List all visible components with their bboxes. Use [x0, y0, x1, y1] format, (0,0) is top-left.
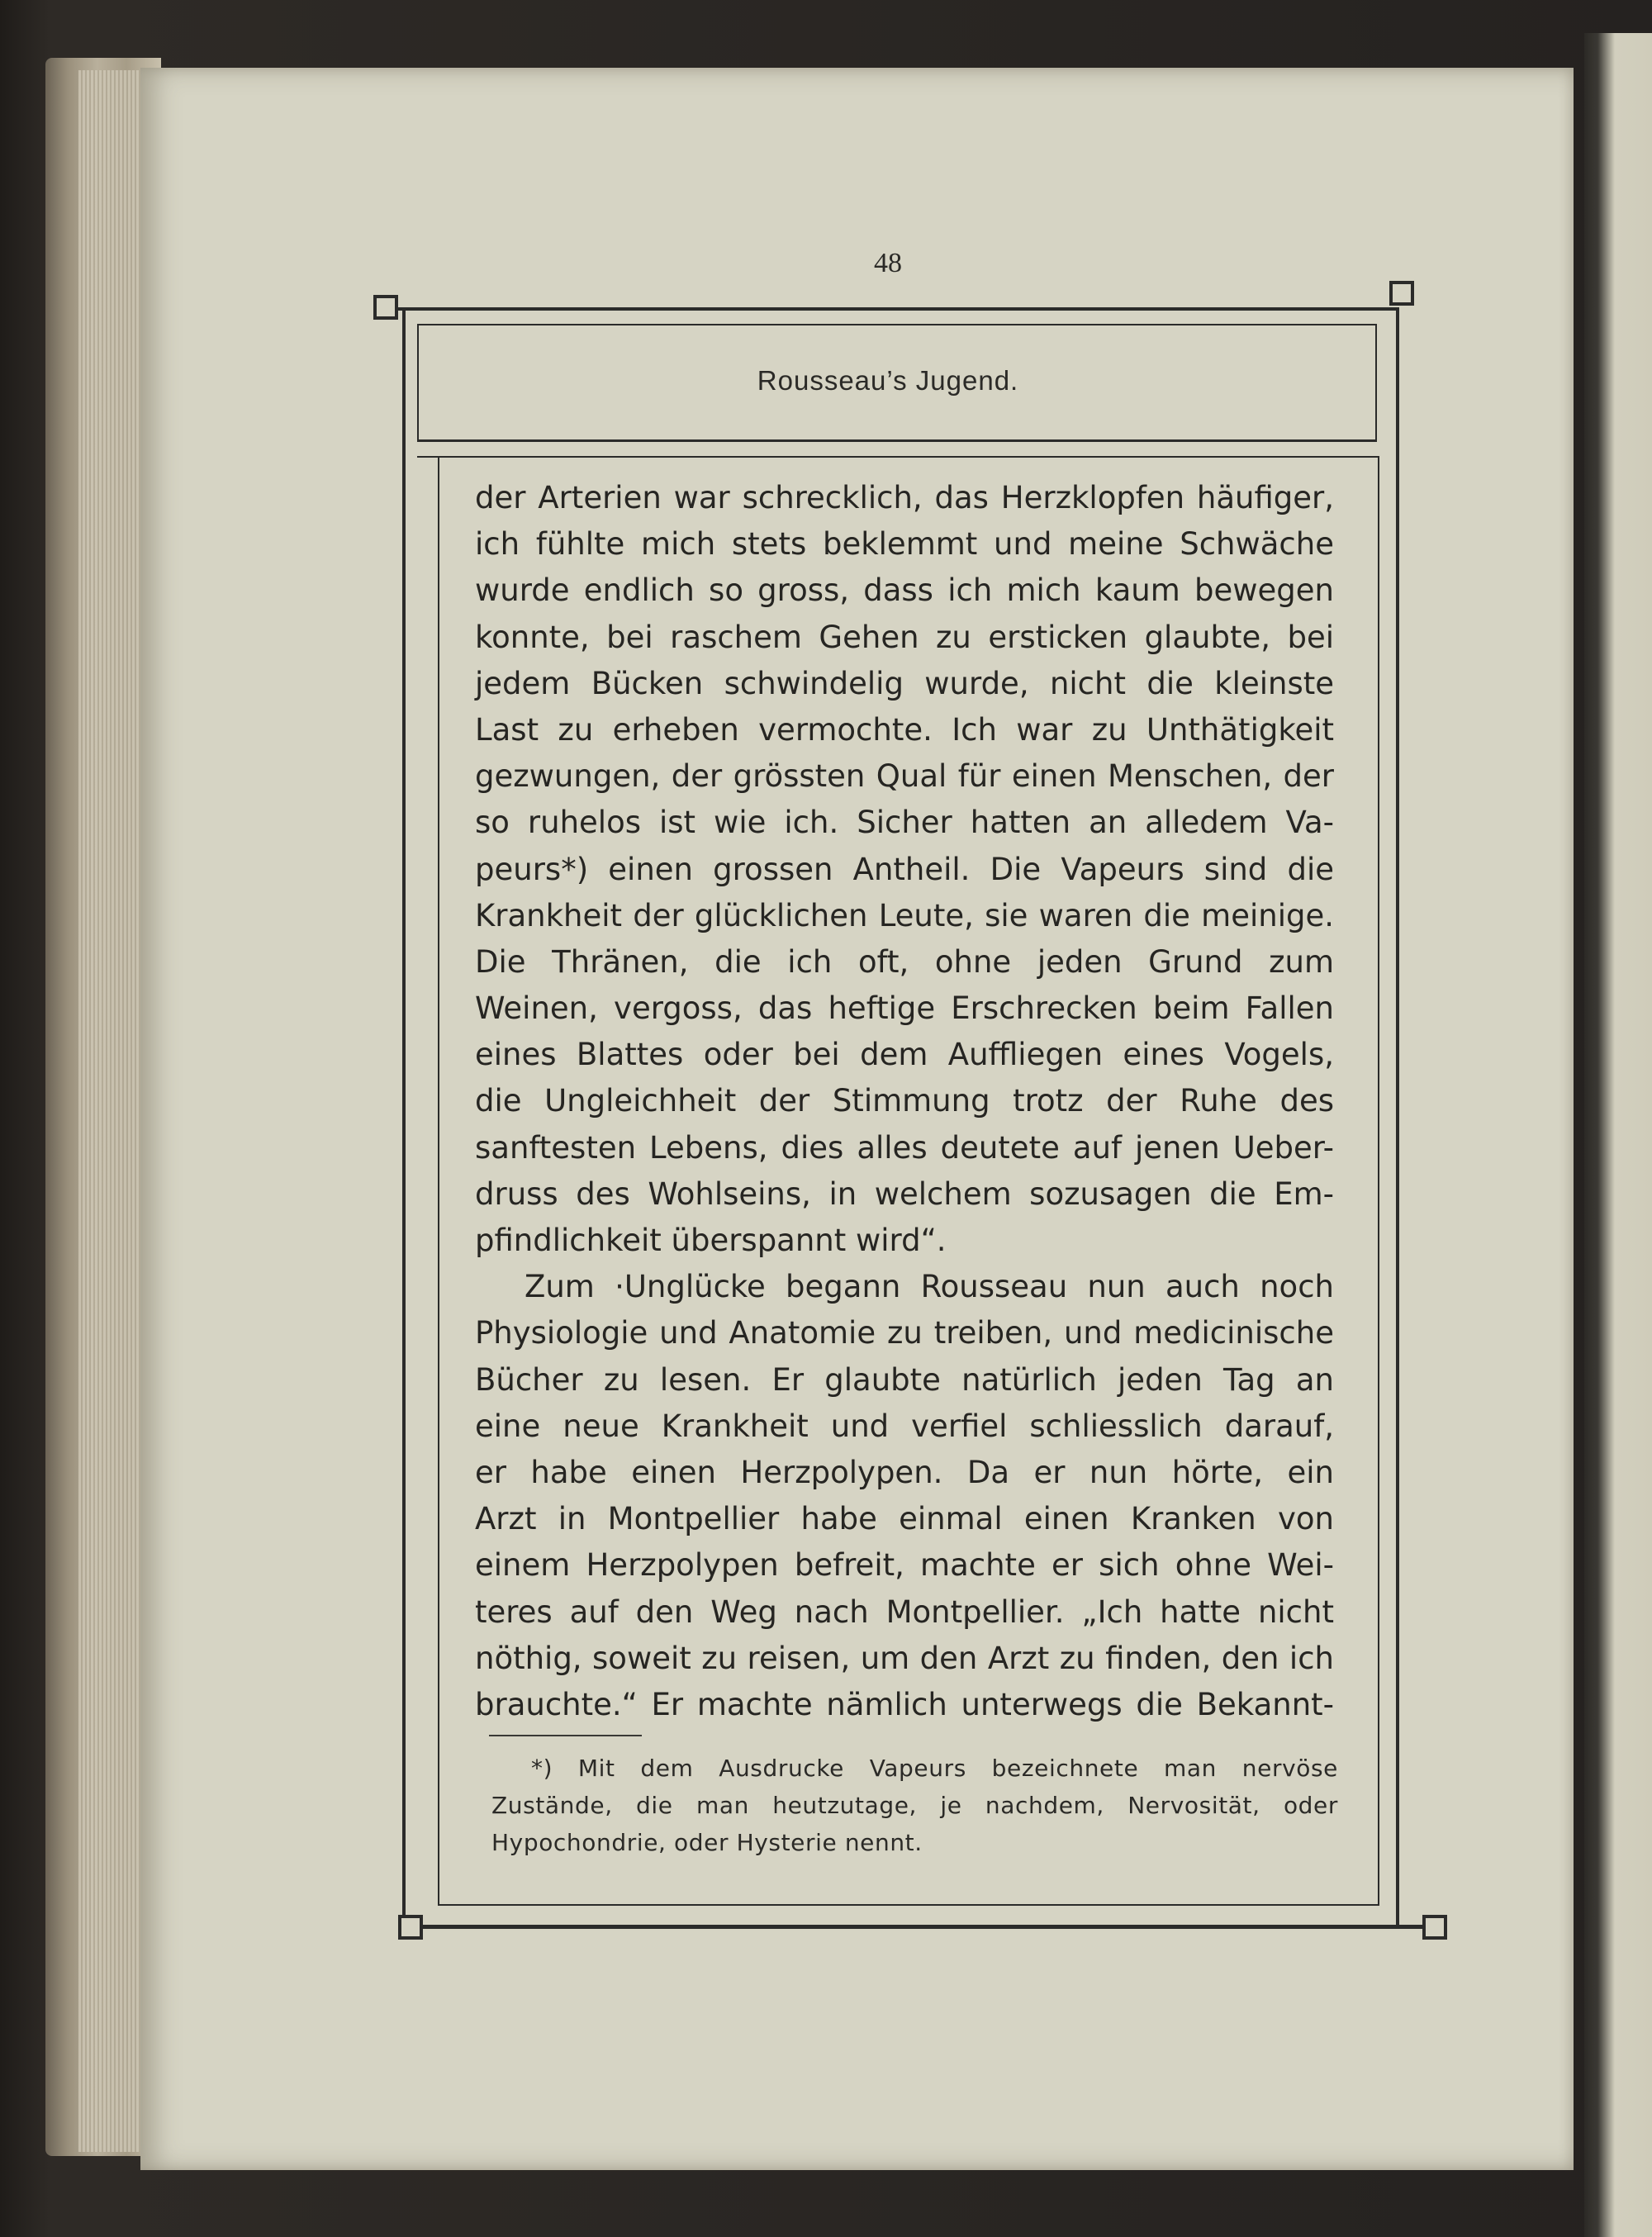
body-line: Last zu erheben vermochte. Ich war zu Unthätigkeit	[475, 711, 1334, 748]
body-line: nöthig, soweit zu reisen, um den Arzt zu finden, den ich	[475, 1640, 1334, 1676]
body-line: Physiologie und Anatomie zu treiben, und medicinische	[475, 1315, 1334, 1351]
body-line: eine neue Krankheit und verfiel schliesslich darauf,	[475, 1408, 1334, 1444]
body-text	[475, 475, 1334, 1728]
header-box-right	[1375, 324, 1377, 441]
frame-bottom-line	[402, 1925, 1431, 1929]
body-line: der Arterien war schrecklich, das Herzklopfen häufiger,	[475, 480, 1334, 515]
frame-corner-bottom-right	[1422, 1915, 1447, 1940]
frame-right-line	[1396, 307, 1399, 1928]
footnote-line: *) Mit dem Ausdrucke Vapeurs bezeichnete man nervöse	[531, 1755, 1338, 1782]
body-line: teres auf den Weg nach Montpellier. „Ich hatte nicht	[475, 1593, 1334, 1630]
body-line: die Ungleichheit der Stimmung trotz der Ruhe des	[475, 1083, 1334, 1119]
header-box-bottom	[417, 439, 1377, 442]
frame-top-line	[387, 307, 1398, 311]
body-line: Arzt in Montpellier habe einmal einen Kranken von	[475, 1501, 1334, 1537]
body-line: peurs*) einen grossen Antheil. Die Vapeurs sind die	[475, 851, 1334, 887]
text-box-top	[417, 456, 1379, 458]
body-line: gezwungen, der grössten Qual für einen Menschen, der	[475, 758, 1334, 795]
body-line: jedem Bücken schwindelig wurde, nicht die kleinste	[475, 665, 1334, 701]
body-line: Die Thränen, die ich oft, ohne jeden Grund zum	[475, 943, 1334, 980]
body-line: einem Herzpolypen befreit, machte er sich ohne Wei-	[475, 1547, 1334, 1584]
body-line: so ruhelos ist wie ich. Sicher hatten an alledem Va-	[475, 805, 1334, 841]
body-line: Zum ·Unglücke begann Rousseau nun auch noch	[525, 1269, 1334, 1305]
body-line: druss des Wohlseins, in welchem sozusagen die Em-	[475, 1175, 1334, 1212]
next-page-edge	[1584, 33, 1652, 2237]
body-line: sanftesten Lebens, dies alles deutete auf jenen Ueber-	[475, 1129, 1334, 1166]
body-line: konnte, bei raschem Gehen zu ersticken glaubte, bei	[475, 619, 1334, 655]
frame-corner-top-left	[373, 295, 398, 320]
page-number: 48	[874, 248, 902, 278]
body-line: Krankheit der glücklichen Leute, sie waren die meinige.	[475, 897, 1334, 933]
body-line: er habe einen Herzpolypen. Da er nun hörte, ein	[475, 1454, 1334, 1490]
text-box-left	[438, 456, 439, 1906]
body-line: Weinen, vergoss, das heftige Erschrecken beim Fallen	[475, 990, 1334, 1027]
text-box-right	[1378, 456, 1379, 1906]
body-line: eines Blattes oder bei dem Auffliegen eines Vogels,	[475, 1037, 1334, 1073]
frame-corner-bottom-left	[398, 1915, 423, 1940]
body-line: pfindlichkeit überspannt wird“.	[475, 1223, 947, 1258]
body-line: brauchte.“ Er machte nämlich unterwegs die Bekannt-	[475, 1686, 1334, 1722]
text-box-bottom	[438, 1904, 1379, 1906]
frame-corner-top-right	[1389, 281, 1414, 306]
footnote	[491, 1750, 1338, 1861]
footnote-rule	[489, 1735, 642, 1736]
header-box-top	[417, 324, 1377, 325]
body-line: wurde endlich so gross, dass ich mich kaum bewegen	[475, 572, 1334, 609]
footnote-line: Hypochondrie, oder Hysterie nennt.	[491, 1829, 923, 1856]
running-title: Rousseau’s Jugend.	[757, 365, 1019, 396]
body-line: Bücher zu lesen. Er glaubte natürlich jeden Tag an	[475, 1361, 1334, 1398]
footnote-line: Zustände, die man heutzutage, je nachdem, Nervosität, oder	[491, 1792, 1338, 1819]
frame-left-line	[402, 307, 406, 1928]
body-line: ich fühlte mich stets beklemmt und meine Schwäche	[475, 526, 1334, 563]
